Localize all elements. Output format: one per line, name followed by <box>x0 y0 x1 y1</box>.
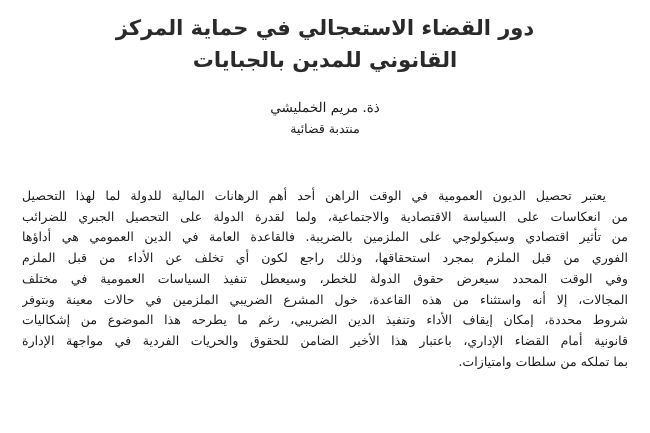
article-title <box>22 0 628 76</box>
body-paragraph <box>22 186 628 372</box>
author-role: منتدبة قضائية <box>290 121 360 136</box>
title-line-2: القانوني للمدين بالجبايات <box>192 48 458 72</box>
body-line: يعتبر تحصيل الديون العمومية في الوقت الراهن أحد أهم الرهانات المالية للدولة لما لهذا التحصيل <box>22 188 606 203</box>
body-line: قانونية أمام القضاء الإداري، باعتبار هذا الأخير الضامن للحقوق والحريات الفردية في مواجهة الإدارة <box>22 332 628 348</box>
title-line-1: دور القضاء الاستعجالي في حماية المركز <box>115 16 535 40</box>
author-name: ذة. مريم الخمليشي <box>270 100 380 116</box>
body-line: بما تملكه من سلطات وامتيازات. <box>458 353 628 369</box>
body-line: الفوري من قبل الملزم بمجرد استحقاقها، وذلك راجع لكون أي تخلف عن الأداء من قبل الملزم <box>22 250 628 266</box>
body-line: وفي الوقت المحدد سيعرض حقوق الدولة للخطر، وسيعطل تنفيذ السياسات العمومية في مختلف <box>22 270 628 286</box>
body-line: من انعكاسات على السياسة الاقتصادية والاجتماعية، ولما لقدرة الدولة على التحصيل الجبري للضرائب <box>22 208 628 224</box>
body-line: المجالات، إلا أنه واستثناء من هذه القاعدة، خول المشرع الضريبي الملزمين في حالات معينة وبتوفر <box>22 291 628 307</box>
author-block <box>22 98 628 138</box>
body-line: من تأثير اقتصادي وسيكولوجي على الملزمين بالضريبة. فالقاعدة العامة في الدين العمومي هي أداؤها <box>22 229 628 245</box>
body-line: شروط محددة، إمكان إيقاف الأداء وتنفيذ الدين الضريبي، رغم ما يطرحه هذا الموضوع من إشكاليات <box>22 312 628 328</box>
